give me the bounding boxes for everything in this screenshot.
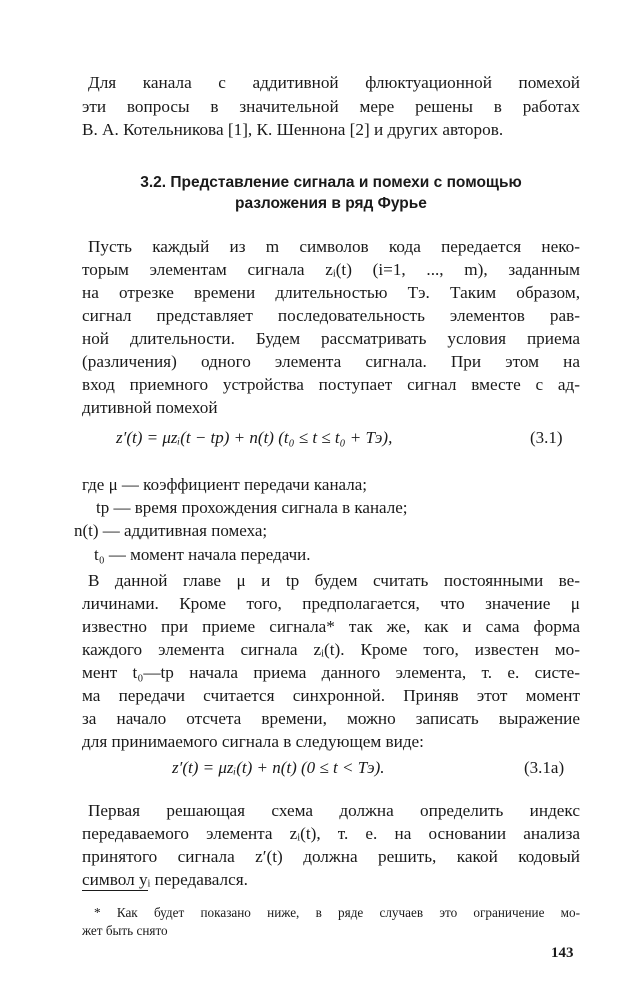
para2-line-5: мент t₀—tр начала приема данного элемента, т. е. систе- bbox=[82, 663, 580, 682]
para1-line-1: Пусть каждый из m символов кода передается неко- bbox=[88, 237, 580, 256]
para2-line-4: каждого элемента сигнала zᵢ(t). Кроме того, известен мо- bbox=[82, 640, 580, 659]
equation-3-1a-number: (3.1а) bbox=[524, 758, 565, 777]
para3-line-1: Первая решающая схема должна определить индекс bbox=[88, 801, 580, 820]
para3-line-4: символ yᵢ передавался. bbox=[82, 870, 248, 889]
equation-3-1: z′(t) = μzᵢ(t − tр) + n(t) (t₀ ≤ t ≤ t₀ + Tэ), bbox=[116, 428, 393, 447]
para2-line-1: В данной главе μ и tр будем считать постоянными ве- bbox=[88, 571, 580, 590]
para2-line-7: за начало отсчета времени, можно записать выражение bbox=[82, 709, 580, 728]
equation-3-1-number: (3.1) bbox=[530, 428, 563, 447]
para2-line-6: ма передачи считается синхронной. Приняв этот момент bbox=[82, 686, 580, 705]
footnote-line-2: жет быть снято bbox=[82, 923, 168, 938]
para1-line-5: ной длительности. Будем рассматривать условия приема bbox=[82, 329, 580, 348]
para2-line-3: известно при приеме сигнала* так же, как и сама форма bbox=[82, 617, 580, 636]
para2-line-8: для принимаемого сигнала в следующем виде: bbox=[82, 732, 424, 751]
para1-line-3: на отрезке времени длительностью Tэ. Таким образом, bbox=[82, 283, 580, 302]
section-heading-line-1: 3.2. Представление сигнала и помехи с помощью bbox=[140, 174, 522, 191]
para1-line-2: торым элементам сигнала zᵢ(t) (i=1, ..., m), заданным bbox=[82, 260, 580, 279]
section-heading-line-2: разложения в ряд Фурье bbox=[235, 195, 427, 212]
definition-tp: tр — время прохождения сигнала в канале; bbox=[96, 498, 408, 517]
footnote-rule bbox=[82, 890, 148, 891]
para2-line-2: личинами. Кроме того, предполагается, что значение μ bbox=[82, 594, 580, 613]
equation-3-1a: z′(t) = μzᵢ(t) + n(t) (0 ≤ t < Tэ). bbox=[172, 758, 385, 777]
para3-line-2: передаваемого элемента zᵢ(t), т. е. на основании анализа bbox=[82, 824, 580, 843]
para1-line-6: (различения) одного элемента сигнала. При этом на bbox=[82, 352, 580, 371]
para1-line-4: сигнал представляет последовательность элементов рав- bbox=[82, 306, 580, 325]
definition-mu: где μ — коэффициент передачи канала; bbox=[82, 475, 367, 494]
para1-line-7: вход приемного устройства поступает сигнал вместе с ад- bbox=[82, 375, 580, 394]
definition-n: n(t) — аддитивная помеха; bbox=[74, 521, 268, 540]
para3-line-3: принятого сигнала z′(t) должна решить, какой кодовый bbox=[82, 847, 580, 866]
intro-line-3: В. А. Котельникова [1], К. Шеннона [2] и других авторов. bbox=[82, 120, 504, 139]
footnote-line-1: * Как будет показано ниже, в ряде случаев это ограничение мо- bbox=[94, 905, 580, 920]
page-number: 143 bbox=[551, 945, 574, 961]
intro-line-1: Для канала с аддитивной флюктуационной помехой bbox=[88, 73, 580, 92]
para1-line-8: дитивной помехой bbox=[82, 398, 218, 417]
definition-t0: t₀ — момент начала передачи. bbox=[94, 545, 311, 564]
intro-line-2: эти вопросы в значительной мере решены в работах bbox=[82, 97, 580, 116]
